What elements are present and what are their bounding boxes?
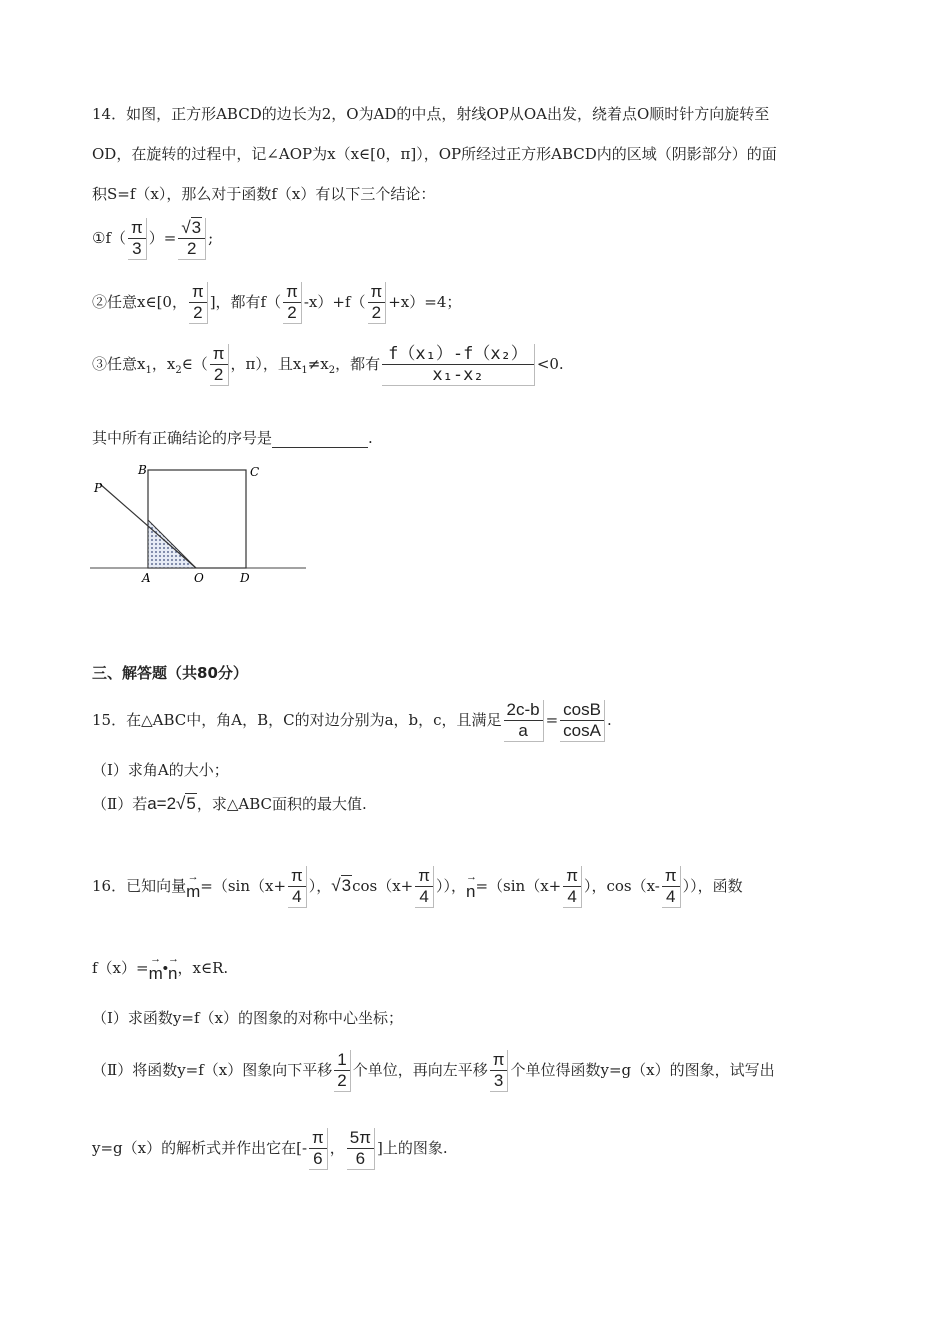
label-b: B [138,463,147,477]
q15-part1: （Ⅰ）求角A的大小； [92,761,229,779]
label-o: O [194,571,204,585]
fraction-pi-over-2: $\frac{\pi}{2}$ [283,282,302,324]
fraction-sqrt3-over-2: $\frac{√3}{2}$ [178,218,206,260]
q14-answer-line: 其中所有正确结论的序号是 . [92,429,373,447]
vector-n: → n [466,871,478,901]
fraction-pi-over-3: $\frac{\pi}{3}$ [490,1050,509,1092]
label-a: A [142,571,151,585]
square-rotation-figure [90,462,308,586]
fraction-pi-over-2: $\frac{\pi}{2}$ [189,282,208,324]
fraction-pi-over-3: $\frac{\pi}{3}$ [128,218,147,260]
dot-product: • [162,960,169,977]
q16-last-line: y=g（x）的解析式并作出它在[- $\frac{\pi}{6}$ ， $\frac{5\pi}{6}$ ]上的图象. [92,1128,448,1168]
shaded-region [148,520,196,568]
fraction-pi-over-4: $\frac{\pi}{4}$ [563,866,582,908]
q14-line3: 积S=f（x），那么对于函数f（x）有以下三个结论： [92,185,436,203]
fraction-pi-over-2: $\frac{\pi}{2}$ [210,344,229,386]
q15-stem: 15．在△ABC中，角A，B，C的对边分别为a，b，c，且满足 $\frac{2c-b}{a}$ = $\frac{\cos B}{\cos A}$ . [92,700,612,740]
vector-m: → m [148,953,163,983]
q14-line2: OD，在旋转的过程中，记∠AOP为x（x∈[0，π]），OP所经过正方形ABCD内的区域（阴影部分）的面 [92,145,777,163]
fraction-pi-over-6: $\frac{\pi}{6}$ [309,1128,328,1170]
answer-blank[interactable] [272,431,368,448]
label-p: P [94,481,103,495]
fraction-1-over-2: $\frac{1}{2}$ [334,1050,350,1092]
fraction-pi-over-2: $\frac{\pi}{2}$ [368,282,387,324]
vector-n: → n [168,953,180,983]
sqrt-symbol: √3 [331,876,352,895]
q16-fx: f（x）= → m• → n，x∈R. [92,953,229,983]
q16-part1: （Ⅰ）求函数y=f（x）的图象的对称中心坐标； [92,1009,403,1027]
c1-prefix: ①f（ [92,229,126,247]
q15-part2: （Ⅱ）若a=2√5，求△ABC面积的最大值. [92,794,367,813]
q14-conclusion-1 [92,218,213,260]
label-c: C [250,465,260,479]
c1-end: ; [208,229,214,247]
c1-mid: ）= [148,229,177,247]
fraction-5pi-over-6: $\frac{5\pi}{6}$ [347,1128,375,1170]
sqrt-symbol: √3 [181,218,202,237]
difference-quotient-fraction: $\frac{\text{f（x₁）-f（x₂）}}{\text{x₁-x₂}}$ [382,344,535,386]
q14-line1: 14．如图，正方形ABCD的边长为2，O为AD的中点，射线OP从OA出发，绕着点O顺时针方向旋转至 [92,105,770,123]
fraction-2c-b-over-a: $\frac{2c-b}{a}$ [504,700,544,742]
vector-m: → m [186,871,201,901]
q16-part2: （Ⅱ）将函数y=f（x）图象向下平移 $\frac{1}{2}$ 个单位，再向左平移 $\frac{\pi}{3}$ 个单位得函数y=g（x）的图象，试写出 [92,1050,775,1090]
section-title: 三、解答题（共80分） [92,664,248,682]
fraction-cosb-over-cosa: $\frac{\cos B}{\cos A}$ [560,700,605,742]
fraction-pi-over-4: $\frac{\pi}{4}$ [288,866,307,908]
label-d: D [240,571,250,585]
q16-stem: 16．已知向量 → m=（sin（x+ $\frac{\pi}{4}$ ），√3cos（x+ $\frac{\pi}{4}$ ））， → n=（sin（x+ $\frac{\pi}{4}$ ），cos（x- $\frac{\pi}{4}$ ）），函数 [92,866,743,906]
sqrt-symbol: √5 [176,794,196,813]
q14-conclusion-2: ②任意x∈[0， $\frac{\pi}{2}$ ]，都有f（ $\frac{\pi}{2}$ -x）+f（ $\frac{\pi}{2}$ +x）=4； [92,282,462,322]
fraction-pi-over-4: $\frac{\pi}{4}$ [415,866,434,908]
q14-conclusion-3: ③任意$x_1$，$x_2\in$（ $\frac{\pi}{2}$ ，π），且$x_1\ne x_2$，都有 $\frac{\text{f（x₁）-f（x₂）}}{\text{x₁-x₂}}$ <0. [92,344,564,385]
fraction-pi-over-4: $\frac{\pi}{4}$ [662,866,681,908]
